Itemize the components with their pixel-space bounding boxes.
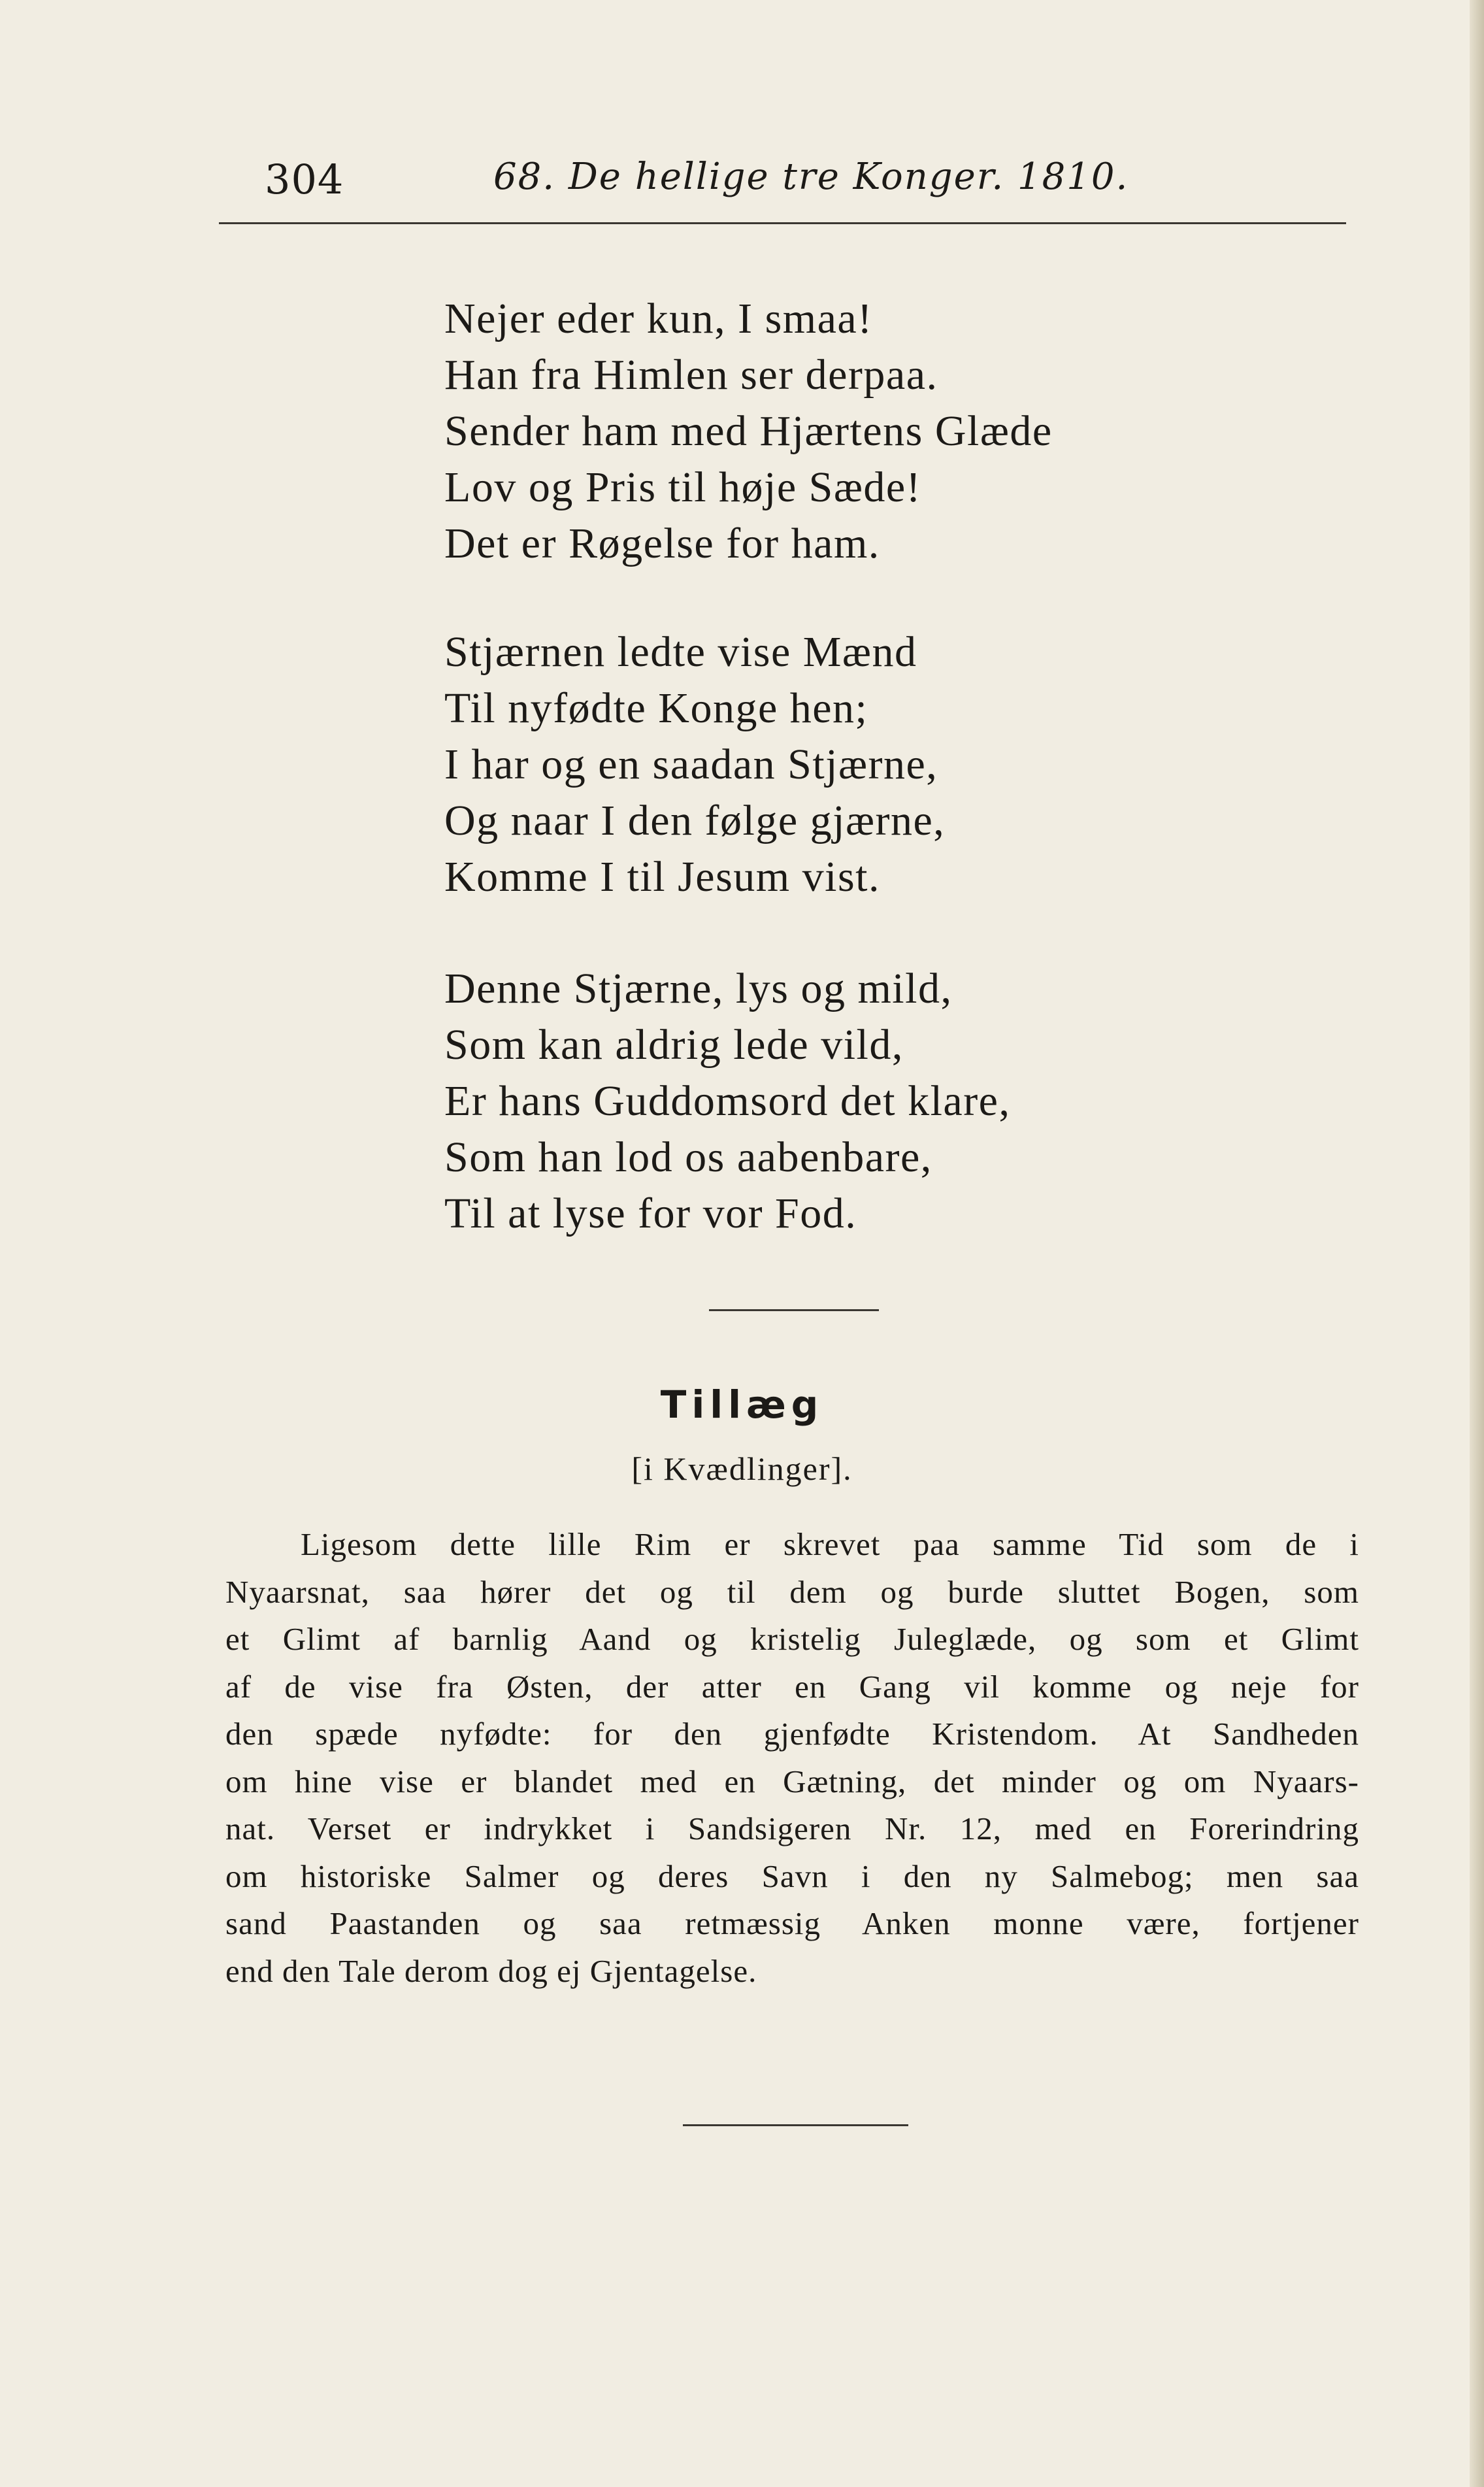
verse-line: Han fra Himlen ser derpaa. xyxy=(444,351,938,399)
verse-line: Som han lod os aabenbare, xyxy=(444,1133,932,1181)
appendix-subtitle: [i Kvædlinger]. xyxy=(631,1450,853,1487)
prose-line: Nyaarsnat, saa hører det og til dem og burde sluttet Bogen, som xyxy=(225,1573,1359,1610)
prose-line: sand Paastanden og saa retmæssig Anken monne være, fortjener xyxy=(225,1905,1359,1941)
verse-line: Sender ham med Hjærtens Glæde xyxy=(444,407,1053,455)
verse-line: Lov og Pris til høje Sæde! xyxy=(444,463,922,511)
appendix-text xyxy=(225,1521,1359,1995)
prose-line: Ligesom dette lille Rim er skrevet paa samme Tid som de i xyxy=(301,1526,1359,1562)
prose-line: om hine vise er blandet med en Gætning, det minder og om Nyaars- xyxy=(225,1763,1359,1799)
verse-line: Som kan aldrig lede vild, xyxy=(444,1021,904,1069)
poem-stanza-2 xyxy=(444,624,1359,905)
verse-line: Og naar I den følge gjærne, xyxy=(444,797,946,844)
prose-line: om historiske Salmer og deres Savn i den ny Salmebog; men saa xyxy=(225,1858,1359,1894)
page-number: 304 xyxy=(265,156,344,203)
verse-line: Til at lyse for vor Fod. xyxy=(444,1190,857,1237)
verse-line: I har og en saadan Stjærne, xyxy=(444,741,938,788)
verse-line: Det er Røgelse for ham. xyxy=(444,520,880,567)
prose-line: et Glimt af barnlig Aand og kristelig Juleglæde, og som et Glimt xyxy=(225,1621,1359,1657)
verse-line: Nejer eder kun, I smaa! xyxy=(444,295,873,342)
verse-line: Er hans Guddomsord det klare, xyxy=(444,1077,1011,1125)
page-header xyxy=(219,156,1346,208)
prose-line: den spæde nyfødte: for den gjenfødte Kristendom. At Sandheden xyxy=(225,1716,1359,1752)
end-divider xyxy=(683,2124,908,2126)
verse-line: Til nyfødte Konge hen; xyxy=(444,684,868,732)
prose-line: af de vise fra Østen, der atter en Gang vil komme og neje for xyxy=(225,1668,1359,1705)
verse-line: Komme I til Jesum vist. xyxy=(444,853,880,901)
page-edge xyxy=(1470,0,1484,2487)
appendix-title: Tillæg xyxy=(660,1382,824,1427)
poem-stanza-1 xyxy=(444,291,1359,572)
running-head: 68. De hellige tre Konger. 1810. xyxy=(493,156,1129,198)
section-divider xyxy=(709,1309,879,1311)
verse-line: Stjærnen ledte vise Mænd xyxy=(444,628,917,676)
header-rule xyxy=(219,222,1346,224)
verse-line: Denne Stjærne, lys og mild, xyxy=(444,965,953,1012)
prose-line: nat. Verset er indrykket i Sandsigeren Nr. 12, med en Forerindring xyxy=(225,1811,1359,1846)
prose-line: end den Tale derom dog ej Gjentagelse. xyxy=(225,1952,757,1989)
poem-stanza-3 xyxy=(444,961,1359,1242)
